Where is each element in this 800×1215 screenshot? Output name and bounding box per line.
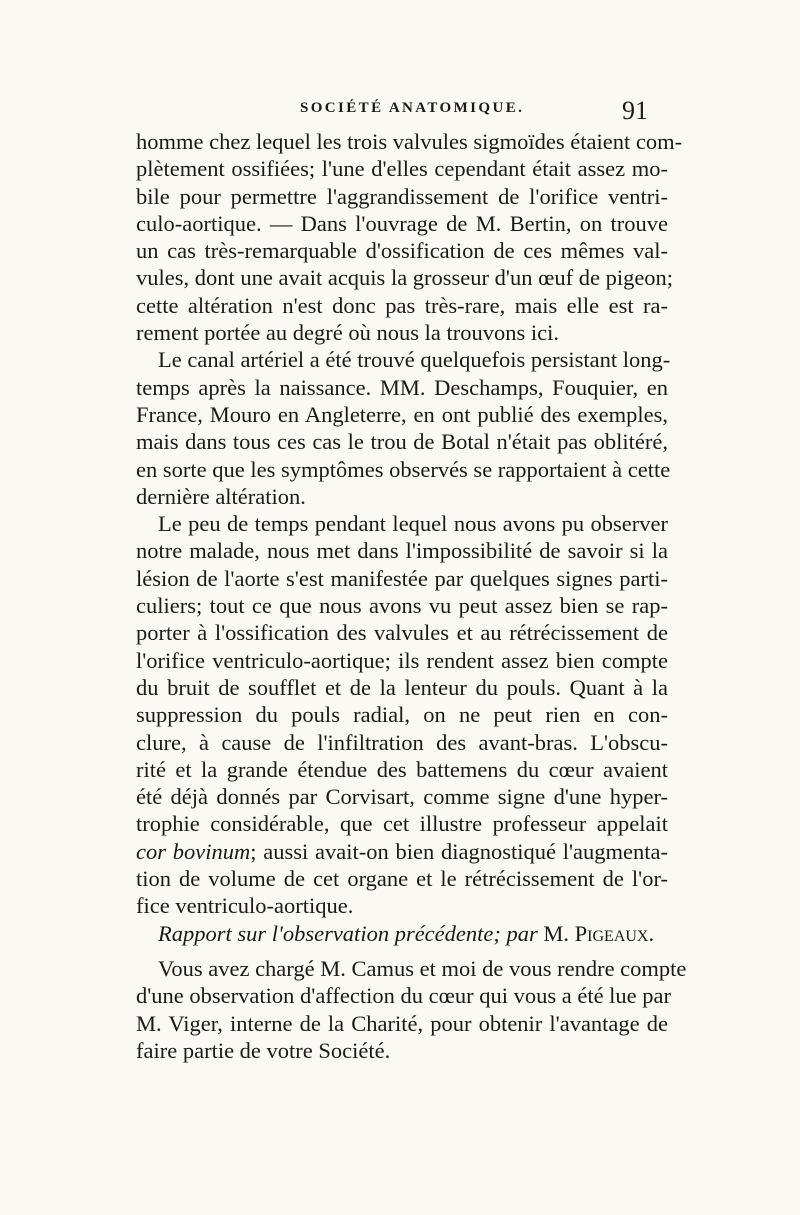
- text-line: temps après la naissance. MM. Deschamps, Fouquier, en: [136, 374, 668, 400]
- spacer: [136, 947, 668, 955]
- page-number: 91: [622, 96, 648, 125]
- text-line: un cas très-remarquable d'ossification de ces mêmes val-: [136, 238, 668, 264]
- text-line: notre malade, nous met dans l'impossibilité de savoir si la: [136, 538, 668, 564]
- text-line: clure, à cause de l'infiltration des avant-bras. L'obscu-: [136, 729, 668, 755]
- text-line: trophie considérable, que cet illustre professeur appelait: [136, 811, 668, 837]
- text-line: plètement ossifiées; l'une d'elles cependant était assez mo-: [136, 156, 668, 182]
- text-line: cette altération n'est donc pas très-rare, mais elle est ra-: [136, 292, 668, 318]
- text-line: Le canal artériel a été trouvé quelquefois persistant long-: [158, 347, 671, 373]
- text-line: lésion de l'aorte s'est manifestée par quelques signes parti-: [136, 565, 668, 591]
- text-line: faire partie de votre Société.: [136, 1037, 391, 1063]
- text-line: Vous avez chargé M. Camus et moi de vous rendre compte: [158, 955, 687, 981]
- body-text: [136, 128, 687, 1064]
- text-line-mixed: [136, 838, 668, 865]
- text-line: culiers; tout ce que nous avons vu peut assez bien se rap-: [136, 593, 668, 619]
- running-head: [300, 96, 648, 125]
- report-heading: [136, 920, 668, 947]
- report-heading-author: Pigeaux.: [574, 920, 655, 946]
- text-line: France, Mouro en Angleterre, en ont publié des exemples,: [136, 401, 668, 427]
- text-line: été déjà donnés par Corvisart, comme signe d'une hyper-: [136, 784, 668, 810]
- text-line: mais dans tous ces cas le trou de Botal n'était pas oblitéré,: [136, 429, 668, 455]
- text-line: dernière altération.: [136, 483, 306, 509]
- text-line: homme chez lequel les trois valvules sigmoïdes étaient com-: [136, 129, 683, 154]
- text-line: M. Viger, interne de la Charité, pour obtenir l'avantage de: [136, 1010, 668, 1036]
- running-title: SOCIÉTÉ ANATOMIQUE.: [300, 100, 525, 116]
- text-line: porter à l'ossification des valvules et au rétrécissement de: [136, 620, 668, 646]
- text-line: bile pour permettre l'aggrandissement de l'orifice ventri-: [136, 183, 668, 209]
- text-line: Le peu de temps pendant lequel nous avons pu observer: [158, 511, 668, 537]
- text-line: tion de volume de cet organe et le rétrécissement de l'or-: [136, 866, 668, 892]
- text-line: rité et la grande étendue des battemens du cœur avaient: [136, 756, 668, 782]
- text-line: en sorte que les symptômes observés se rapportaient à cette: [136, 456, 671, 482]
- text-line: l'orifice ventriculo-aortique; ils rendent assez bien compte: [136, 647, 668, 673]
- text-fragment: ; aussi avait-on bien diagnostiqué l'augmenta-: [250, 838, 669, 864]
- text-line: du bruit de soufflet et de la lenteur du pouls. Quant à la: [136, 674, 668, 700]
- text-line: d'une observation d'affection du cœur qui vous a été lue par: [136, 983, 672, 1009]
- text-line: rement portée au degré où nous la trouvons ici.: [136, 320, 559, 346]
- text-line: fice ventriculo-aortique.: [136, 893, 354, 919]
- report-heading-prefix: M.: [543, 920, 570, 946]
- report-heading-title: Rapport sur l'observation précédente; par: [158, 920, 538, 946]
- text-line: vules, dont une avait acquis la grosseur d'un œuf de pigeon;: [136, 265, 674, 291]
- text-line: suppression du pouls radial, on ne peut rien en con-: [136, 702, 668, 728]
- latin-term: cor bovinum: [136, 838, 251, 864]
- text-line: culo-aortique. — Dans l'ouvrage de M. Bertin, on trouve: [136, 210, 668, 236]
